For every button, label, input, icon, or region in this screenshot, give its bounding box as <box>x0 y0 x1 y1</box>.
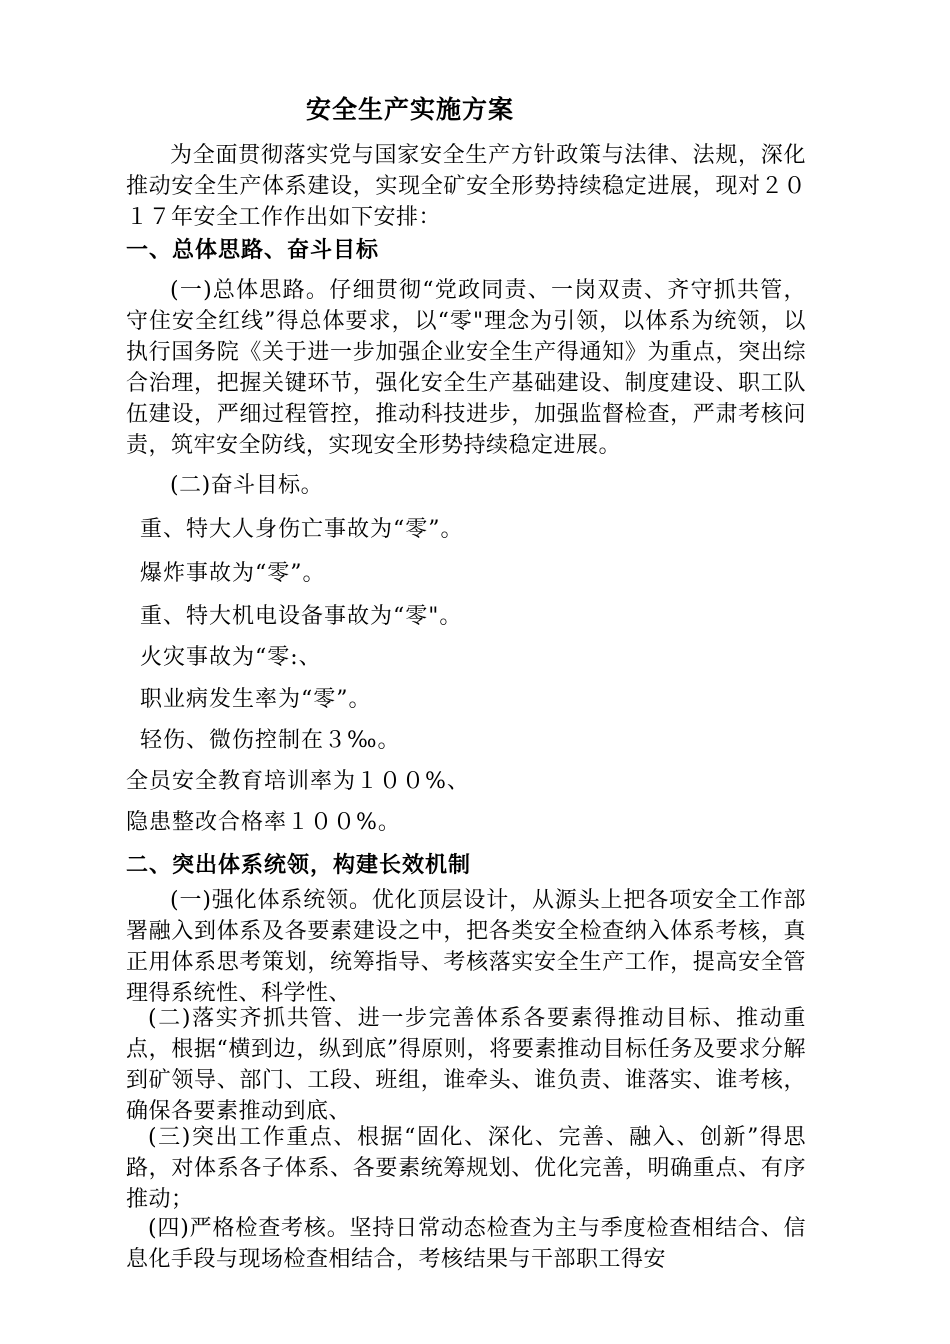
intro-paragraph: 为全面贯彻落实党与国家安全生产方针政策与法律、法规，深化推动安全生产体系建设，实现全矿安全形势持续稳定进展，现对２０１７年安全工作作出如下安排： <box>126 143 806 230</box>
document-title: 安全生产实施方案 <box>305 95 514 124</box>
section-1-paragraph-2: (二)奋斗目标。 <box>170 473 324 498</box>
goal-item: 全员安全教育培训率为１００%、 <box>126 769 470 794</box>
goal-item: 隐患整改合格率１００%。 <box>126 810 401 835</box>
section-2-paragraph-4: (四)严格检查考核。坚持日常动态检查为主与季度检查相结合、信息化手段与现场检查相结合，考核结果与干部职工得安 <box>126 1216 806 1272</box>
goal-item: 轻伤、微伤控制在３‰。 <box>140 728 401 753</box>
goal-item: 重、特大机电设备事故为“零"。 <box>140 604 463 629</box>
section-1-paragraph-1: (一)总体思路。仔细贯彻“党政同责、一岗双责、齐守抓共管，守住安全红线”得总体要求，以“零"理念为引领，以体系为统领，以执行国务院《关于进一步加强企业安全生产得通知》为重点，突出综合治理，把握关键环节，强化安全生产基础建设、制度建设、职工队伍建设，严细过程管控，推动科技进步，加强监督检查，严肃考核问责，筑牢安全防线，实现安全形势持续稳定进展。 <box>126 278 806 458</box>
section-2-paragraph-2: (二)落实齐抓共管、进一步完善体系各要素得推动目标、推动重点，根据“横到边，纵到底”得原则，将要素推动目标任务及要求分解到矿领导、部门、工段、班组，谁牵头、谁负责、谁落实、谁考核，确保各要素推动到底、 <box>126 1006 806 1124</box>
section-2-paragraph-1: (一)强化体系统领。优化顶层设计，从源头上把各项安全工作部署融入到体系及各要素建设之中，把各类安全检查纳入体系考核，真正用体系思考策划，统筹指导、考核落实安全生产工作，提高安全管理得系统性、科学性、 <box>126 888 806 1006</box>
section-1-heading: 一、总体思路、奋斗目标 <box>126 238 380 263</box>
goal-item: 爆炸事故为“零”。 <box>140 561 326 586</box>
goal-item: 职业病发生率为“零”。 <box>140 687 372 712</box>
section-2-heading: 二、突出体系统领，构建长效机制 <box>126 853 472 878</box>
section-2-paragraph-3: (三)突出工作重点、根据“固化、深化、完善、融入、创新”得思路，对体系各子体系、各要素统筹规划、优化完善，明确重点、有序推动； <box>126 1125 806 1212</box>
goal-item: 重、特大人身伤亡事故为“零”。 <box>140 517 464 542</box>
goal-item: 火灾事故为“零:、 <box>140 645 322 670</box>
